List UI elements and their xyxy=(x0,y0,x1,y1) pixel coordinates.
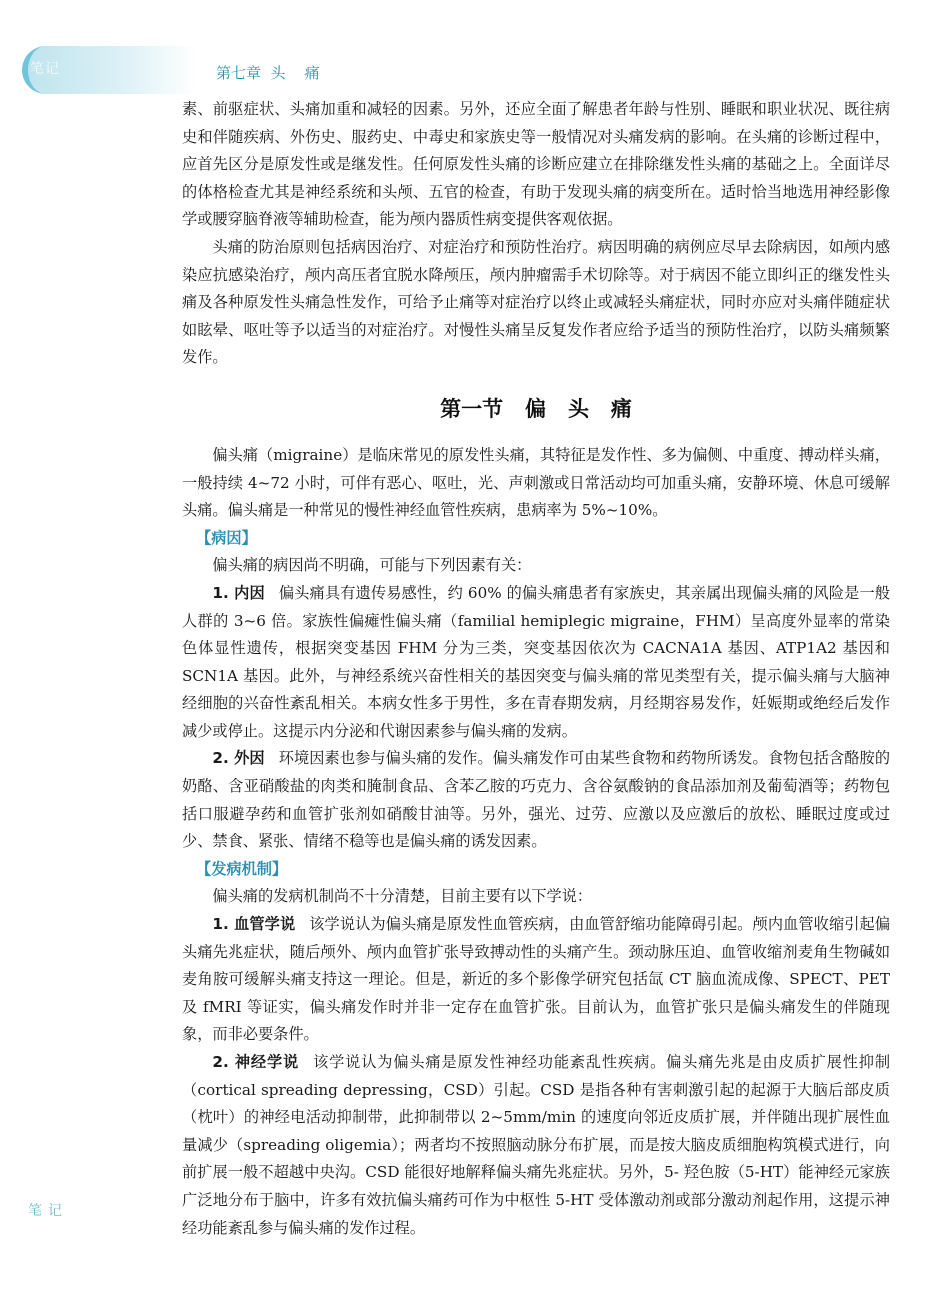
chapter-header: 第七章 头 痛 xyxy=(216,64,320,82)
etiology-item-external xyxy=(182,745,890,855)
etiology-item-internal-label: 1. 内因 xyxy=(212,583,265,602)
notes-tab-label: 笔记 xyxy=(30,61,60,77)
pathogenesis-lead: 偏头痛的发病机制尚不十分清楚，目前主要有以下学说： xyxy=(212,887,593,906)
etiology-item-external-label: 2. 外因 xyxy=(212,749,265,768)
pathogenesis-item-neural-text: 该学说认为偏头痛是原发性神经功能紊乱性疾病。偏头痛先兆是由皮质扩展性抑制（cortical spreading depressing，CSD）引起。CSD 是指各种有害刺激引起的起源于大脑后部皮质（枕叶）的神经电活动抑制带，此抑制带以 2~5mm/min 的速度向邻近皮质扩展，并伴随出现扩展性血量减少（spreading oligemia）；两者均不按照脑动脉分布扩展，而是按大脑皮质细胞构筑模式进行，向前扩展一般不超越中央沟。CSD 能很好地解释偏头痛先兆症状。另外，5- 羟色胺（5-HT）能神经元家族广泛地分布于脑中，许多有效抗偏头痛药可作为中枢性 5-HT 受体激动剂或部分激动剂起作用，这提示神经功能紊乱参与偏头痛的发作过程。 xyxy=(182,1053,891,1237)
etiology-item-external-text: 环境因素也参与偏头痛的发作。偏头痛发作可由某些食物和药物所诱发。食物包括含酪胺的奶酪、含亚硝酸盐的肉类和腌制食品、含苯乙胺的巧克力、含谷氨酸钠的食品添加剂及葡萄酒等；药物包括口服避孕药和血管扩张剂如硝酸甘油等。另外，强光、过劳、应激以及应激后的放松、睡眠过度或过少、禁食、紧张、情绪不稳等也是偏头痛的诱发因素。 xyxy=(182,749,891,851)
etiology-lead: 偏头痛的病因尚不明确，可能与下列因素有关： xyxy=(212,556,532,575)
pathogenesis-heading: 【发病机制】 xyxy=(196,859,288,878)
pathogenesis-item-vascular xyxy=(182,911,890,1049)
pathogenesis-item-neural xyxy=(182,1049,890,1242)
page-body xyxy=(182,96,890,1242)
margin-note: 笔记 xyxy=(28,1203,68,1219)
etiology-item-internal-text: 偏头痛具有遗传易感性，约 60% 的偏头痛患者有家族史，其亲属出现偏头痛的风险是一般人群的 3~6 倍。家族性偏瘫性偏头痛（familial hemiplegic migraine，FHM）呈高度外显率的常染色体显性遗传，根据突变基因 FHM 分为三类，突变基因依次为 CACNA1A 基因、ATP1A2 基因和 SCN1A 基因。此外，与神经系统兴奋性相关的基因突变与偏头痛的常见类型有关，提示偏头痛与大脑神经细胞的兴奋性紊乱相关。本病女性多于男性，多在青春期发病，月经期容易发作，妊娠期或绝经后发作减少或停止。这提示内分泌和代谢因素参与偏头痛的发病。 xyxy=(182,583,891,740)
paragraph-treatment-principles: 头痛的防治原则包括病因治疗、对症治疗和预防性治疗。病因明确的病例应尽早去除病因，如颅内感染应抗感染治疗，颅内高压者宜脱水降颅压，颅内肿瘤需手术切除等。对于病因不能立即纠正的继发性头痛及各种原发性头痛急性发作，可给予止痛等对症治疗以终止或减轻头痛症状，同时亦应对头痛伴随症状如眩晕、呕吐等予以适当的对症治疗。对慢性头痛呈反复发作者应给予适当的预防性治疗，以防头痛频繁发作。 xyxy=(182,237,890,367)
etiology-item-internal xyxy=(182,580,890,746)
pathogenesis-item-vascular-label: 1. 血管学说 xyxy=(212,915,296,934)
paragraph-continuation: 素、前驱症状、头痛加重和减轻的因素。另外，还应全面了解患者年龄与性别、睡眠和职业状况、既往病史和伴随疾病、外伤史、服药史、中毒史和家族史等一般情况对头痛发病的影响。在头痛的诊断过程中，应首先区分是原发性或是继发性。任何原发性头痛的诊断应建立在排除继发性头痛的基础之上。全面详尽的体格检查尤其是神经系统和头颅、五官的检查，有助于发现头痛的病变所在。适时恰当地选用神经影像学或腰穿脑脊液等辅助检查，能为颅内器质性病变提供客观依据。 xyxy=(182,100,890,229)
pathogenesis-item-neural-label: 2. 神经学说 xyxy=(212,1053,300,1071)
etiology-heading: 【病因】 xyxy=(196,528,257,547)
section-title: 第一节 偏 头 痛 xyxy=(440,395,632,421)
pathogenesis-item-vascular-text: 该学说认为偏头痛是原发性血管疾病，由血管舒缩功能障碍引起。颅内血管收缩引起偏头痛先兆症状，随后颅外、颅内血管扩张导致搏动性的头痛产生。颈动脉压迫、血管收缩剂麦角生物碱如麦角胺可缓解头痛支持这一理论。但是，新近的多个影像学研究包括氙 CT 脑血流成像、SPECT、PET 及 fMRI 等证实，偏头痛发作时并非一定存在血管扩张。目前认为，血管扩张只是偏头痛发生的伴随现象，而非必要条件。 xyxy=(182,915,891,1044)
section-intro: 偏头痛（migraine）是临床常见的原发性头痛，其特征是发作性、多为偏侧、中重度、搏动样头痛，一般持续 4~72 小时，可伴有恶心、呕吐，光、声刺激或日常活动均可加重头痛，安静环境、休息可缓解头痛。偏头痛是一种常见的慢性神经血管性疾病，患病率为 5%~10%。 xyxy=(182,445,890,520)
